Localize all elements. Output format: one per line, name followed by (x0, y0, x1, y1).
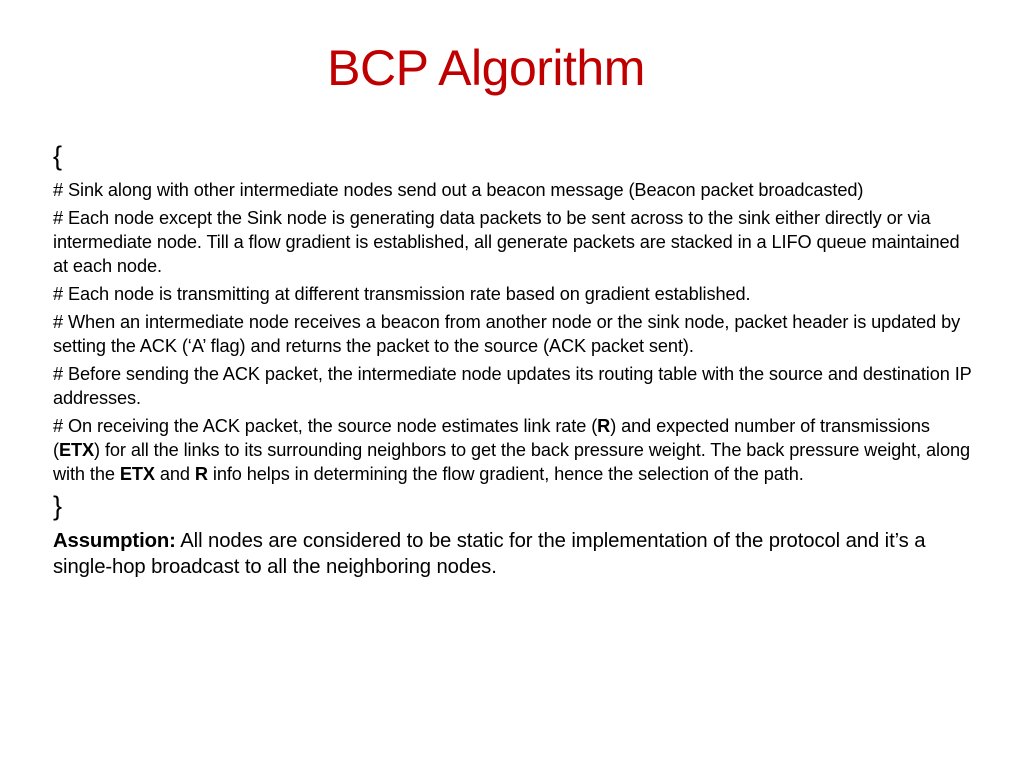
algorithm-step (53, 178, 973, 202)
step-text: and (154, 464, 195, 484)
bold-term: R (597, 416, 611, 436)
slide-body (53, 140, 973, 580)
step-text: # Each node except the Sink node is generating data packets to be sent across to the sink either directly or via intermediate node. Till a flow gradient is established, all generate packets are stacked in a LIFO queue maintained at each node. (53, 208, 960, 276)
step-text: # On receiving the ACK packet, the source node estimates link rate ( (53, 416, 598, 436)
close-brace: } (53, 491, 63, 521)
bold-term: ETX (119, 464, 155, 484)
step-text: # Sink along with other intermediate nodes send out a beacon message (Beacon packet broadcasted) (53, 180, 864, 200)
step-text: info helps in determining the flow gradient, hence the selection of the path. (207, 464, 804, 484)
bold-term: ETX (58, 440, 95, 460)
assumption-label: Assumption: (53, 530, 176, 552)
step-text: # Before sending the ACK packet, the intermediate node updates its routing table with the source and destination IP addresses. (53, 364, 972, 408)
open-brace: { (53, 141, 63, 171)
step-text: # When an intermediate node receives a beacon from another node or the sink node, packet header is updated by setting the ACK (‘A’ flag) and returns the packet to the source (ACK packet sent). (53, 312, 961, 356)
algorithm-steps (53, 178, 973, 486)
algorithm-step (53, 414, 973, 486)
step-text: ) for all the links to its surrounding neighbors to get the back pressure weight. The back pressure weight, along with the (53, 440, 971, 484)
assumption-text: All nodes are considered to be static for the implementation of the protocol and it’s a single-hop broadcast to all the neighboring nodes. (53, 530, 926, 578)
slide-title: BCP Algorithm (327, 40, 645, 96)
step-text: ) and expected number of transmissions ( (53, 416, 930, 460)
algorithm-step (53, 282, 973, 306)
algorithm-step (53, 362, 973, 410)
algorithm-step (53, 310, 973, 358)
step-text: # Each node is transmitting at different transmission rate based on gradient established. (53, 284, 751, 304)
algorithm-step (53, 206, 973, 278)
assumption-paragraph (53, 528, 973, 580)
bold-term: R (194, 464, 208, 484)
